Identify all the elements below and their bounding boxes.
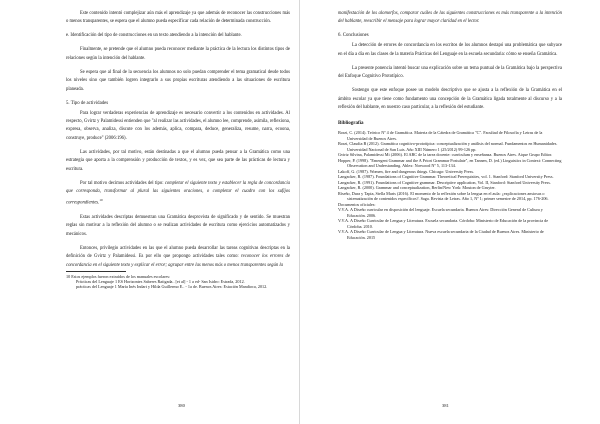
bibliography-entry: V.V.A. A Diseño Curricular de Lengua y Literatura. Nueva escuela secundaria de la Ciudad de Buenos Aires. Ministerio de Educación. 2015 [338, 229, 544, 240]
paragraph: La detección de errores de concordancia en los escritos de los alumnos destapó una problemática que subyace en el día a día en las clases de la materia Prácticas del Lenguaje en la escuela secundaria: cómo se enseña Gramática. [338, 43, 562, 57]
paragraph: manifestación de los alomorfos, comparar cuáles de las siguientes construcciones es más transparente a la intención del hablante, reescribir el mensaje para lograr mayor claridad en el lector. [338, 11, 562, 25]
footnote: 10 Estos ejemplos fueron extraídos de los manuales escolares: [66, 274, 171, 280]
italic-examples: reconocer los errores de concordancia en el siguiente texto y explicar el error; agrupar entre las menos más o menos transparentes según la [66, 254, 290, 268]
bibliography-entry: Gvirtz Silvina, Palamidessi Mi (2006). El ABC de la tarea docente: currículum y enseñanza. Buenos Aires. Aique Grupo Editor. [338, 152, 553, 158]
bibliography-entry: V.V.A. A Diseño curricular en disposición del lenguaje. Escuela secundaria. Buenos Aires: Dirección General de Cultura y Educación. 2006. [338, 207, 543, 218]
paragraph: Para lograr verdaderas experiencias de aprendizaje es necesario convertir a los contenidos en actividades. Al respecto, Gvirtz y Palamidessi entienden que "al realizar las actividades, el alumno lee, comprende, asimila, reflexiona, expresa, observa, analiza, discute con los además, aplica, compara, deduce, generaliza, resume, narra, ecoona, construye, produce" (2006:196). [66, 110, 290, 141]
right-page [300, 0, 600, 424]
paragraph: Las actividades, por tal motivo, están destinadas a que el alumno pueda pensar a la Gramática como una estrategia que aporta a la comprensión y producción de textos, y es vez, que sea parte de las prácticas de lectura y escritura. [66, 149, 290, 172]
bibliography-list [338, 130, 562, 240]
paragraph [66, 245, 290, 270]
footnote-rule [66, 271, 126, 272]
paragraph-text: Entonces, privilegio actividades en las que el alumno pueda desarrollar las tareas cognitivas descriptas en la definición de Gvirtz y Palamidessi. Es por ello que propongo actividades tales como: [66, 245, 290, 260]
bibliography-entry: Lakoff, G. (1987). Women, fire and dangerous things. Chicago: University Press. [338, 168, 475, 174]
footnote: prácticas del Lenguaje 1 María Inés Indart y Hilda Guillermo E.. - 1a de. Buenos Aires: Estación Mandioca, 2012. [76, 284, 268, 290]
bibliography-entry: Borzi, C. (2014). Teórico Nº 4 de Gramática. Materia de la Cátedra de Gramática "C". Facultad de Filosofía y Letras de la Universidad de Buenos Aires. [338, 130, 543, 141]
paragraph: e. Identificación del tipo de construcciones en un texto atendiendo a la intención del hablante. [66, 33, 242, 39]
footnote: Prácticas del Lenguaje 1 ES Horizontes Saberes Ratigada.. [et al] - 1 a ed- San Isidro: Estrada, 2012. [76, 279, 245, 285]
page-number: 381 [442, 403, 449, 408]
bibliography-entry: Langacker, R. (2000). Grammar and conceptualization, Berlin/New York: Mouton de Gruyter. [338, 185, 496, 191]
paragraph: Se espera que al final de la secuencia los alumnos no solo puedan comprender el tema gramatical desde todos los niveles sino que también logren integrarlo a sus propias escrituras atendiendo a las situaciones de escritura planeada. [66, 69, 290, 92]
paragraph: Sostengo que este enfoque posee un modelo descriptivo que se ajusta a la reflexión de la Gramática en el ámbito escolar ya que tiene como fundamento una concepción de la Gramática ligada totalmente al discurso y a la reflexión del hablante, en nuestro caso particular, a la reflexión del estudiante. [338, 88, 562, 111]
paragraph: Finalmente, se pretende que el alumno pueda reconocer mediante la práctica de la lectura los distintos tipos de relaciones según la intención del hablante. [66, 47, 290, 61]
paragraph: La presente ponencia intentó buscar una explicación sobre un tema puntual de la Gramática bajo la perspectiva del Enfoque Cognitivo Prototípico. [338, 65, 562, 80]
paragraph [66, 180, 290, 209]
section-heading: 6. Conclusiones [338, 33, 369, 39]
bibliography-entry: Borzi, Claudia B (2012). Gramática cognitivo-prototípica: conceptualización y análisis del normal. Fundamentos en Humanidades. Universidad Nacional de San Luis. Año XIII Número 1 (25/2012) 99-126 pp. [338, 141, 558, 152]
paragraph-text: Por tal motivo decimos actividades del tipo: [80, 180, 165, 186]
bibliography-entry: Langacker, R. (1987). Foundations of Cognitive Grammar. Theoretical Prerequisites, vol. 1. Stanford: Stanford University Press. [338, 174, 554, 180]
paragraph: Estas actividades descriptas demuestran una Gramática desprovista de significado y de sentido. Se muestran reglas sin motivar a la reflexión del alumno o se realizan actividades de escritura como ejercicios automatizados y mecánicos. [66, 215, 290, 237]
bibliography-entry: Hopper, P. (1998). "Emergent Grammar and the A Priori Grammar Postulate", en Tannen, D. (ed.) Linguistics in Context: Connecting Observation and Understanding. Ablex: Norwood Nº 5, 113-134. [338, 157, 562, 169]
footnote-marker: 10 [99, 198, 103, 203]
page-number: 380 [178, 403, 185, 408]
bibliography-subheading: Documentos oficiales: [338, 201, 376, 207]
bibliography-entry: V.V.A. A Diseño Curricular de Lengua y Literatura. Escuela secundaria. Córdoba: Ministerio de Educación de la provincia de Córdoba. 2010. [338, 218, 549, 229]
italic-examples: completar el siguiente texto y establecer la regla de concordancia que corresponda, transformar al plural las siguientes oraciones, o completar el cuadro con los sufijos correspondientes. [66, 180, 290, 207]
section-heading: 5. Tipo de actividades [66, 100, 109, 106]
bibliography-entry: Ríseño, Dura y Tapia, Stella Maris (2016). El momento de la reflexión sobre la lengua en el aula: ¿explicaciones ansiosas o sistematización de contenidos específicos?. Saga. Revista de Letras. Año 1, Nº 1; primer semestre de 2014, pp. 176-206. [338, 190, 549, 202]
paragraph: Este contenido intentó complejizar aún más el aprendizaje ya que además de reconocer las construcciones más o menos transparentes, se espera que el alumno pueda especificar cada relación de determinada construcción. [66, 11, 290, 25]
bibliography-entry: Langacker, R. (1991). Foundations of Cognitive grammar. Descriptive application, Vol. II, Stanford: Stanford University Press. [338, 179, 551, 185]
bibliography-heading: Bibliografía [338, 121, 364, 127]
